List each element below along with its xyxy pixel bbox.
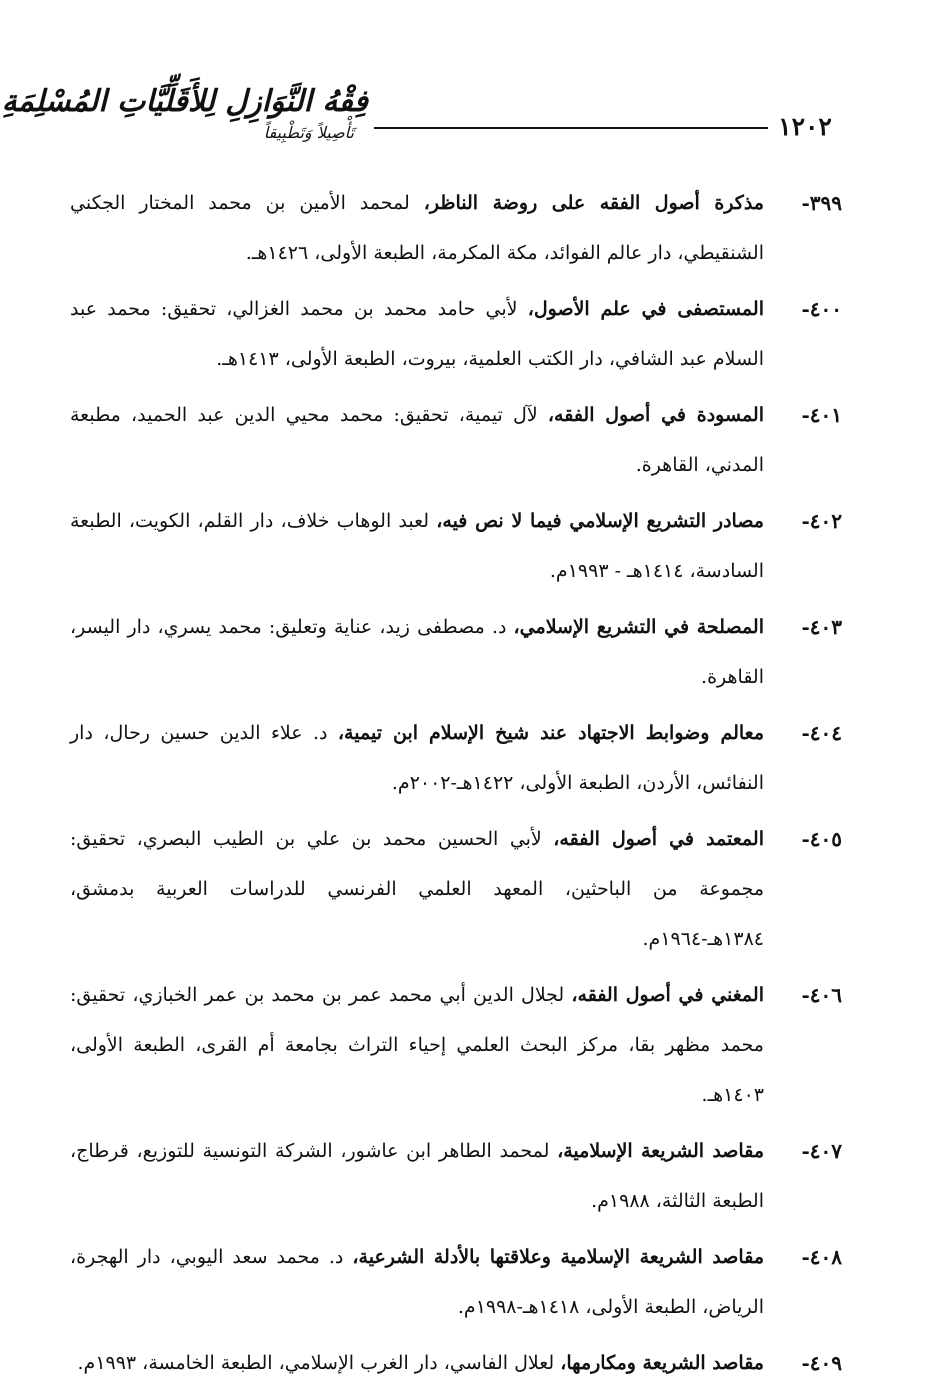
entry-details: د. محمد سعد اليوبي، دار الهجرة، الرياض، الطبعة الأولى، ١٤١٨هـ-١٩٩٨م. (70, 1246, 764, 1318)
bibliography-entry (70, 602, 842, 702)
entry-number: ٤٠٦- (801, 983, 842, 1007)
entry-details: لعلال الفاسي، دار الغرب الإسلامي، الطبعة الخامسة، ١٩٩٣م. (77, 1352, 561, 1374)
page-number: ١٢٠٢ (778, 112, 832, 141)
entry-title: المسودة في أصول الفقه، (547, 404, 765, 426)
entry-number: ٤٠١- (801, 403, 842, 427)
entry-title: مقاصد الشريعة الإسلامية، (557, 1140, 764, 1162)
bibliography-entry (70, 1232, 842, 1332)
bibliography-entry (70, 1338, 842, 1388)
entry-title: مقاصد الشريعة الإسلامية وعلاقتها بالأدلة الشرعية، (352, 1246, 764, 1268)
bibliography-entry (70, 970, 842, 1120)
entry-number: ٤٠٨- (801, 1245, 842, 1269)
entry-title: المغني في أصول الفقه، (571, 984, 764, 1006)
entry-number: ٤٠٠- (801, 297, 842, 321)
bibliography-entry (70, 814, 842, 964)
entry-details: لمحمد الطاهر ابن عاشور، الشركة التونسية للتوزيع، قرطاج، الطبعة الثالثة، ١٩٨٨م. (70, 1140, 764, 1212)
entry-details: لأبي حامد محمد بن محمد الغزالي، تحقيق: محمد عبد السلام عبد الشافي، دار الكتب العلمية، بيروت، الطبعة الأولى، ١٤١٣هـ. (70, 298, 764, 370)
bibliography-entry (70, 1126, 842, 1226)
entry-details: لمحمد الأمين بن محمد المختار الجكني الشنقيطي، دار عالم الفوائد، مكة المكرمة، الطبعة الأولى، ١٤٢٦هـ. (70, 192, 764, 264)
entry-number: ٤٠٣- (801, 615, 842, 639)
entry-title: المعتمد في أصول الفقه، (553, 828, 764, 850)
entry-details: د. علاء الدين حسين رحال، دار النفائس، الأردن، الطبعة الأولى، ١٤٢٢هـ-٢٠٠٢م. (70, 722, 764, 794)
entry-number: ٤٠٥- (801, 827, 842, 851)
entry-number: ٤٠٧- (801, 1139, 842, 1163)
entry-details: لآل تيمية، تحقيق: محمد محيي الدين عبد الحميد، مطبعة المدني، القاهرة. (70, 404, 764, 476)
entry-details: د. مصطفى زيد، عناية وتعليق: محمد يسري، دار اليسر، القاهرة. (70, 616, 764, 688)
bibliography-entry (70, 708, 842, 808)
entry-number: ٤٠٤- (801, 721, 842, 745)
entry-details: لجلال الدين أبي محمد عمر بن محمد بن عمر الخبازي، تحقيق: محمد مظهر بقا، مركز البحث العلمي إحياء التراث بجامعة أم القرى، الطبعة الأولى، ١٤٠٣هـ. (70, 984, 764, 1106)
entry-number: ٤٠٢- (801, 509, 842, 533)
book-title-subtitle: تَأْصِيلاً وَتَطْبِيقاً (263, 123, 354, 142)
bibliography-entry (70, 390, 842, 490)
bibliography-entry (70, 496, 842, 596)
book-title-main: فِقْهُ النَّوَازِلِ لِلأَقَلِّيَّاتِ المُسْلِمَةِ (1, 84, 368, 119)
book-title-logo (1, 82, 368, 152)
entry-title: مقاصد الشريعة ومكارمها، (560, 1352, 764, 1374)
bibliography-list (70, 178, 842, 1394)
entry-title: معالم وضوابط الاجتهاد عند شيخ الإسلام ابن تيمية، (337, 722, 765, 744)
entry-title: المصلحة في التشريع الإسلامي، (513, 616, 764, 638)
entry-number: ٤٠٩- (801, 1351, 842, 1375)
entry-details: لأبي الحسين محمد بن علي بن الطيب البصري، تحقيق: مجموعة من الباحثين، المعهد العلمي الفرنسي للدراسات العربية بدمشق، ١٣٨٤هـ-١٩٦٤م. (70, 828, 764, 950)
header-rule (374, 127, 768, 129)
entry-title: المستصفى في علم الأصول، (527, 298, 764, 320)
entry-number: ٣٩٩- (801, 191, 842, 215)
bibliography-entry (70, 284, 842, 384)
entry-title: مذكرة أصول الفقه على روضة الناظر، (423, 192, 764, 214)
bibliography-entry (70, 178, 842, 278)
entry-title: مصادر التشريع الإسلامي فيما لا نص فيه، (436, 510, 764, 532)
entry-details: لعبد الوهاب خلاف، دار القلم، الكويت، الطبعة السادسة، ١٤١٤هـ - ١٩٩٣م. (70, 510, 764, 582)
